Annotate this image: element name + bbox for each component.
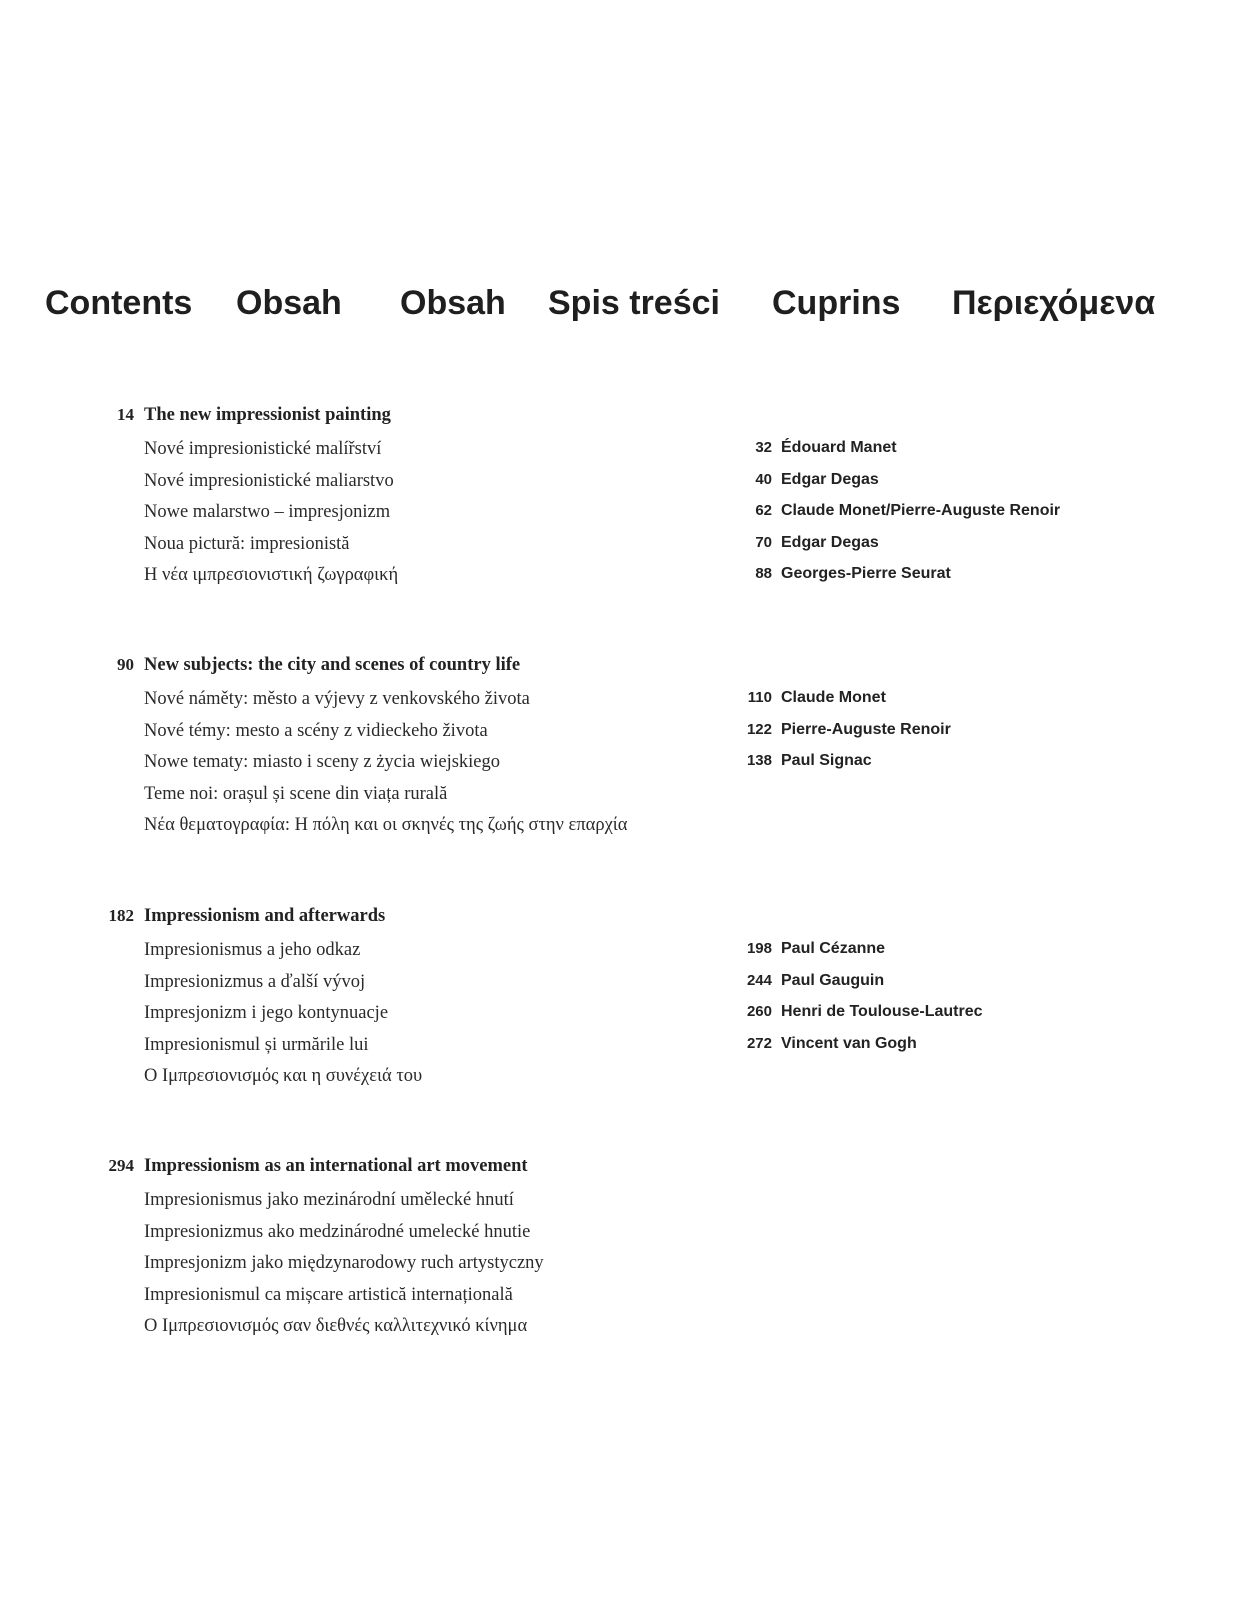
- artist-entry[interactable]: [722, 996, 983, 1028]
- artist-page-number: 110: [747, 689, 772, 706]
- artist-entry[interactable]: [722, 714, 951, 746]
- artist-page-number: 198: [746, 940, 772, 957]
- artist-entry[interactable]: [722, 495, 1060, 527]
- artist-entry[interactable]: [722, 432, 1060, 464]
- translation-czech: Nové náměty: město a výjevy z venkovského života: [144, 689, 530, 709]
- artist-page-number: 122: [746, 720, 772, 738]
- translation-greek: Η νέα ιμπρεσιονιστική ζωγραφική: [144, 565, 399, 585]
- translation-greek: Ο Ιμπρεσιονισμός σαν διεθνές καλλιτεχνικό κίνημα: [144, 1316, 528, 1336]
- section-heading: New subjects: the city and scenes of country life: [144, 655, 521, 675]
- contents-header: [0, 283, 1250, 333]
- artist-list: [722, 682, 951, 777]
- translation-polish: Impresjonizm i jego kontynuacje: [144, 1003, 389, 1023]
- artist-name: Paul Gauguin: [781, 971, 885, 989]
- section-heading: Impressionism and afterwards: [144, 906, 386, 926]
- artist-page-number: 32: [755, 439, 772, 456]
- artist-name: Paul Signac: [781, 752, 872, 769]
- section-heading: Impressionism as an international art movement: [144, 1156, 528, 1176]
- section-translations: [144, 434, 398, 592]
- artist-name: Vincent van Gogh: [781, 1034, 917, 1052]
- artist-entry[interactable]: [722, 464, 1060, 496]
- translation-czech: Impresionismus jako mezinárodní umělecké hnutí: [144, 1190, 514, 1210]
- artist-name: Claude Monet/Pierre-Auguste Renoir: [781, 502, 1061, 519]
- translation-romanian: Noua pictură: impresionistă: [144, 533, 350, 554]
- artist-entry[interactable]: [722, 965, 983, 997]
- translation-romanian: Teme noi: orașul și scene din viața rurală: [144, 783, 448, 804]
- artist-name: Claude Monet: [781, 689, 886, 706]
- artist-page-number: 88: [755, 565, 772, 582]
- section-page-number: 182: [108, 906, 134, 925]
- contents-title-english: Contents: [45, 284, 193, 322]
- artist-entry[interactable]: [722, 558, 1060, 590]
- section-translations: [144, 935, 422, 1093]
- contents-title-slovak: Obsah: [400, 284, 506, 322]
- artist-entry[interactable]: [722, 527, 1060, 559]
- section-translations: [144, 684, 627, 842]
- artist-entry[interactable]: [722, 1028, 983, 1060]
- artist-entry[interactable]: [722, 933, 983, 965]
- contents-title-polish: Spis treści: [548, 284, 720, 322]
- translation-slovak: Nové témy: mesto a scény z vidieckeho života: [144, 720, 488, 741]
- translation-greek: Νέα θεματογραφία: Η πόλη και οι σκηνές της ζωής στην επαρχία: [144, 815, 628, 835]
- translation-polish: Impresjonizm jako międzynarodowy ruch artystyczny: [144, 1253, 544, 1273]
- translation-czech: Nové impresionistické malířství: [144, 439, 382, 459]
- artist-page-number: 272: [746, 1034, 772, 1052]
- artist-name: Pierre-Auguste Renoir: [781, 720, 951, 738]
- contents-title-czech: Obsah: [236, 284, 342, 322]
- artist-list: [722, 432, 1060, 590]
- section-page-number: 294: [108, 1156, 134, 1175]
- artist-name: Georges-Pierre Seurat: [781, 565, 951, 582]
- artist-entry[interactable]: [722, 682, 951, 714]
- artist-name: Edgar Degas: [781, 533, 879, 551]
- section-heading: The new impressionist painting: [144, 405, 391, 425]
- translation-slovak: Impresionizmus a ďalší vývoj: [144, 971, 366, 992]
- translation-slovak: Nové impresionistické maliarstvo: [144, 470, 394, 491]
- artist-page-number: 40: [755, 470, 772, 488]
- artist-name: Édouard Manet: [781, 439, 897, 456]
- contents-title-romanian: Cuprins: [772, 284, 901, 322]
- translation-czech: Impresionismus a jeho odkaz: [144, 940, 361, 960]
- section-translations: [144, 1185, 544, 1343]
- artist-name: Edgar Degas: [781, 470, 879, 488]
- translation-slovak: Impresionizmus ako medzinárodné umelecké hnutie: [144, 1221, 531, 1242]
- artist-page-number: 138: [746, 752, 772, 769]
- artist-list: [722, 933, 983, 1059]
- artist-name: Henri de Toulouse-Lautrec: [781, 1003, 983, 1020]
- translation-romanian: Impresionismul și urmările lui: [144, 1034, 369, 1055]
- artist-entry[interactable]: [722, 745, 951, 777]
- translation-romanian: Impresionismul ca mișcare artistică internațională: [144, 1284, 513, 1305]
- section-page-number: 14: [117, 405, 134, 424]
- artist-page-number: 62: [755, 502, 772, 519]
- translation-polish: Nowe tematy: miasto i sceny z życia wiejskiego: [144, 752, 501, 772]
- artist-page-number: 260: [746, 1003, 772, 1020]
- section-page-number: 90: [117, 655, 134, 674]
- translation-polish: Nowe malarstwo – impresjonizm: [144, 502, 391, 522]
- translation-greek: Ο Ιμπρεσιονισμός και η συνέχειά του: [144, 1066, 423, 1086]
- artist-name: Paul Cézanne: [781, 940, 886, 957]
- contents-title-greek: Περιεχόμενα: [952, 284, 1156, 322]
- artist-page-number: 70: [755, 533, 772, 551]
- artist-page-number: 244: [746, 971, 772, 989]
